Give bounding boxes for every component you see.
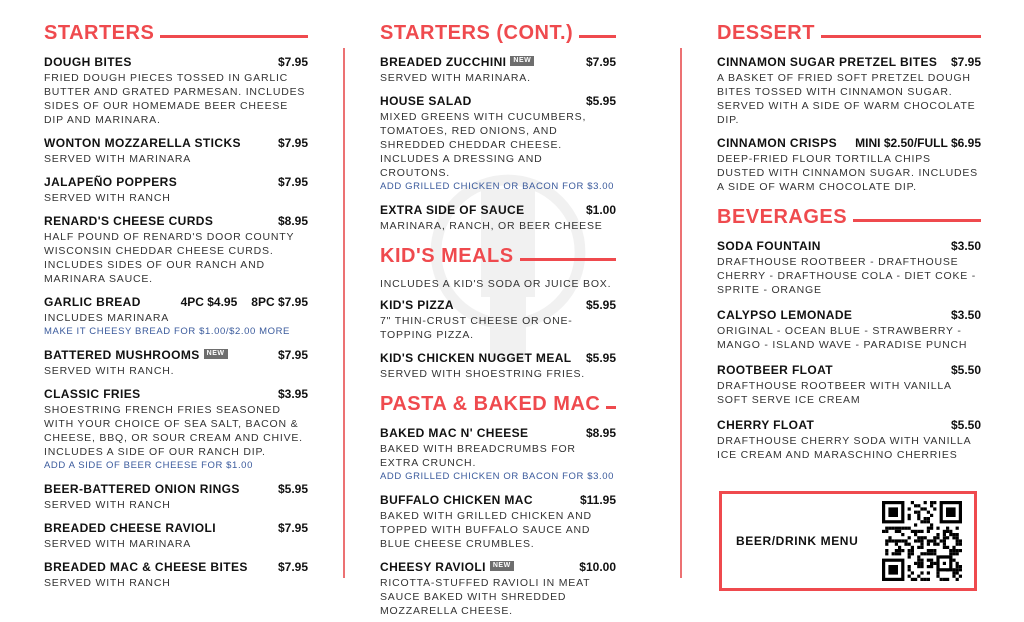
menu-item-description: SHOESTRING FRENCH FRIES SEASONED WITH YOUR CHOICE OF SEA SALT, BACON & CHEESE, BBQ, OR SOUR CREAM AND CHIVE. INCLUDES A SIDE OF OUR RANCH DIP. bbox=[44, 404, 303, 458]
menu-item bbox=[380, 202, 616, 233]
menu-item-header bbox=[44, 386, 308, 403]
menu-item-header bbox=[44, 54, 308, 71]
menu-item-name-text: BREADED MAC & CHEESE BITES bbox=[44, 560, 248, 574]
menu-item bbox=[44, 174, 308, 205]
menu-item-name bbox=[44, 481, 240, 498]
menu-item bbox=[44, 386, 308, 473]
menu-item-header bbox=[380, 350, 616, 367]
qr-code-icon[interactable] bbox=[882, 501, 962, 581]
menu-item-name bbox=[380, 425, 528, 442]
section-header-starters bbox=[44, 18, 308, 48]
menu-item-name-text: EXTRA SIDE OF SAUCE bbox=[380, 203, 525, 217]
section-rule bbox=[579, 35, 616, 38]
section-title: KID'S MEALS bbox=[380, 245, 514, 267]
menu-item-name bbox=[44, 213, 213, 230]
column-middle bbox=[380, 18, 616, 622]
menu-item bbox=[380, 492, 616, 551]
menu-item-price: $8.95 bbox=[277, 214, 308, 228]
menu-item bbox=[380, 350, 616, 381]
menu-item bbox=[44, 347, 308, 378]
menu-item-price-small: 4PC $4.95 bbox=[180, 295, 238, 309]
menu-item-name-text: GARLIC BREAD bbox=[44, 295, 141, 309]
menu-item-name bbox=[717, 54, 937, 71]
menu-item-price: $7.95 bbox=[277, 175, 308, 189]
menu-item-price: $10.00 bbox=[579, 560, 616, 574]
menu-item-header bbox=[44, 135, 308, 152]
menu-item-name-text: BREADED ZUCCHINI bbox=[380, 55, 507, 69]
menu-item-description: MARINARA, RANCH, OR BEER CHEESE bbox=[380, 220, 603, 232]
menu-item-price: $5.95 bbox=[277, 482, 308, 496]
menu-item-name-text: KID'S CHICKEN NUGGET MEAL bbox=[380, 351, 572, 365]
column-divider bbox=[680, 48, 682, 578]
menu-item-price: $7.95 bbox=[585, 55, 616, 69]
menu-item-name-text: CLASSIC FRIES bbox=[44, 387, 141, 401]
menu-item-header bbox=[44, 174, 308, 191]
section-header-dessert bbox=[717, 18, 981, 48]
menu-item-header bbox=[380, 559, 616, 576]
menu-item-name-text: KID'S PIZZA bbox=[380, 298, 454, 312]
kids-note: INCLUDES A KID'S SODA OR JUICE BOX. bbox=[380, 278, 612, 290]
menu-item-price: $5.50 bbox=[950, 418, 981, 432]
menu-item-name bbox=[717, 135, 837, 152]
column-dessert-beverages bbox=[717, 18, 981, 472]
section-rule bbox=[520, 258, 616, 261]
menu-item-header bbox=[44, 347, 308, 364]
menu-item bbox=[380, 54, 616, 85]
menu-item-header bbox=[717, 135, 981, 152]
menu-item-name bbox=[380, 297, 454, 314]
menu-item-header bbox=[44, 294, 308, 311]
menu-item-description: HALF POUND OF RENARD'S DOOR COUNTY WISCONSIN CHEDDAR CHEESE CURDS. INCLUDES SIDES OF OUR RANCH AND MARINARA SAUCE. bbox=[44, 231, 295, 285]
menu-item-description: SERVED WITH SHOESTRING FRIES. bbox=[380, 368, 586, 380]
menu-item-name-text: CALYPSO LEMONADE bbox=[717, 308, 853, 322]
menu-item-price: 8PC $7.95 bbox=[251, 295, 308, 309]
menu-item-name bbox=[44, 347, 228, 364]
column-starters bbox=[44, 18, 308, 598]
menu-item-name-text: BATTERED MUSHROOMS bbox=[44, 348, 200, 362]
menu-item-description: SERVED WITH RANCH bbox=[44, 499, 171, 511]
section-title: STARTERS (CONT.) bbox=[380, 22, 574, 44]
menu-item bbox=[380, 425, 616, 484]
menu-item-description: DEEP-FRIED FLOUR TORTILLA CHIPS DUSTED WITH CINNAMON SUGAR. INCLUDES A SIDE OF WARM CHOCOLATE DIP. bbox=[717, 153, 978, 193]
menu-item bbox=[717, 54, 981, 127]
menu-item-description: INCLUDES MARINARA bbox=[44, 312, 170, 324]
item-list bbox=[44, 54, 308, 590]
menu-item-description: MIXED GREENS WITH CUCUMBERS, TOMATOES, RED ONIONS, AND SHREDDED CHEDDAR CHEESE. INCLUDES A DRESSING AND CROUTONS. bbox=[380, 111, 587, 179]
section-rule bbox=[821, 35, 981, 38]
menu-item-description: BAKED WITH GRILLED CHICKEN AND TOPPED WITH BUFFALO SAUCE AND BLUE CHEESE CRUMBLES. bbox=[380, 510, 592, 550]
menu-item bbox=[44, 520, 308, 551]
section-rule bbox=[853, 219, 981, 222]
menu-item-description: SERVED WITH RANCH bbox=[44, 577, 171, 589]
menu-item-name bbox=[380, 492, 533, 509]
menu-item-name-text: WONTON MOZZARELLA STICKS bbox=[44, 136, 241, 150]
menu-item-header bbox=[717, 307, 981, 324]
menu-item-price: $7.95 bbox=[277, 521, 308, 535]
section-header-pasta bbox=[380, 389, 616, 419]
menu-item-name-text: BREADED CHEESE RAVIOLI bbox=[44, 521, 216, 535]
menu-item-name bbox=[380, 559, 514, 576]
menu-item-price: $5.50 bbox=[950, 363, 981, 377]
menu-item-name-text: CHERRY FLOAT bbox=[717, 418, 815, 432]
menu-item-name-text: ROOTBEER FLOAT bbox=[717, 363, 834, 377]
menu-item-description: BAKED WITH BREADCRUMBS FOR EXTRA CRUNCH. bbox=[380, 443, 576, 469]
menu-item bbox=[380, 93, 616, 194]
menu-item-name bbox=[44, 386, 141, 403]
menu-item bbox=[717, 417, 981, 462]
menu-item-name bbox=[44, 294, 141, 311]
menu-item-price: $5.95 bbox=[585, 351, 616, 365]
new-badge: NEW bbox=[204, 349, 228, 359]
menu-item-price: $7.95 bbox=[277, 348, 308, 362]
menu-item-header bbox=[380, 54, 616, 71]
menu-item-name-text: CINNAMON CRISPS bbox=[717, 136, 838, 150]
menu-item-price: $8.95 bbox=[585, 426, 616, 440]
section-title: BEVERAGES bbox=[717, 206, 848, 228]
menu-item-description: SERVED WITH MARINARA. bbox=[380, 72, 531, 84]
item-list bbox=[380, 425, 616, 618]
menu-item-name-text: JALAPEÑO POPPERS bbox=[44, 175, 178, 189]
menu-item-name bbox=[44, 174, 177, 191]
menu-item-name bbox=[44, 135, 241, 152]
menu-item-description: DRAFTHOUSE ROOTBEER WITH VANILLA SOFT SERVE ICE CREAM bbox=[717, 380, 952, 406]
menu-item-price: $11.95 bbox=[579, 493, 616, 507]
menu-item bbox=[44, 481, 308, 512]
menu-item bbox=[717, 238, 981, 297]
menu-item-price: MINI $2.50/FULL $6.95 bbox=[855, 136, 981, 150]
menu-item-name bbox=[44, 520, 216, 537]
menu-item bbox=[717, 135, 981, 194]
menu-item-description: SERVED WITH MARINARA bbox=[44, 153, 192, 165]
menu-item-description: SERVED WITH RANCH. bbox=[44, 365, 175, 377]
menu-item-name bbox=[717, 417, 814, 434]
menu-item-description: DRAFTHOUSE CHERRY SODA WITH VANILLA ICE CREAM AND MARASCHINO CHERRIES bbox=[717, 435, 971, 461]
menu-item bbox=[44, 135, 308, 166]
menu-item-description: ORIGINAL - OCEAN BLUE - STRAWBERRY - MANGO - ISLAND WAVE - PARADISE PUNCH bbox=[717, 325, 968, 351]
menu-item-header bbox=[380, 297, 616, 314]
menu-item bbox=[44, 294, 308, 339]
menu-item-header bbox=[717, 54, 981, 71]
menu-item-name-text: BAKED MAC N' CHEESE bbox=[380, 426, 529, 440]
section-title: PASTA & BAKED MAC bbox=[380, 393, 601, 415]
menu-item-header bbox=[717, 362, 981, 379]
column-divider bbox=[343, 48, 345, 578]
menu-item-description: FRIED DOUGH PIECES TOSSED IN GARLIC BUTTER AND GRATED PARMESAN. INCLUDES SIDES OF OUR HOMEMADE BEER CHEESE DIP AND MARINARA. bbox=[44, 72, 306, 126]
section-rule bbox=[606, 406, 616, 409]
menu-item-name-text: BUFFALO CHICKEN MAC bbox=[380, 493, 533, 507]
menu-item-description: 7" THIN-CRUST CHEESE OR ONE-TOPPING PIZZA. bbox=[380, 315, 573, 341]
section-header-beverages bbox=[717, 202, 981, 232]
menu-item-price: $7.95 bbox=[950, 55, 981, 69]
menu-item-price: $5.95 bbox=[585, 298, 616, 312]
menu-item-description: RICOTTA-STUFFED RAVIOLI IN MEAT SAUCE BAKED WITH SHREDDED MOZZARELLA CHEESE. bbox=[380, 577, 591, 617]
menu-item-addon: ADD A SIDE OF BEER CHEESE FOR $1.00 bbox=[44, 460, 253, 471]
menu-item-description: A BASKET OF FRIED SOFT PRETZEL DOUGH BITES TOSSED WITH CINNAMON SUGAR. SERVED WITH A SIDE OF WARM CHOCOLATE DIP. bbox=[717, 72, 976, 126]
item-list bbox=[717, 54, 981, 194]
menu-item bbox=[44, 559, 308, 590]
menu-item-price: $5.95 bbox=[585, 94, 616, 108]
menu-item-header bbox=[44, 520, 308, 537]
menu-item-name-text: RENARD'S CHEESE CURDS bbox=[44, 214, 214, 228]
menu-item-name-text: BEER-BATTERED ONION RINGS bbox=[44, 482, 240, 496]
section-header-kids bbox=[380, 241, 616, 271]
menu-item-price: $3.95 bbox=[277, 387, 308, 401]
section-rule bbox=[160, 35, 308, 38]
menu-item-price: $3.50 bbox=[950, 239, 981, 253]
menu-item bbox=[44, 54, 308, 127]
menu-item-name bbox=[380, 54, 534, 71]
new-badge: NEW bbox=[490, 561, 514, 571]
menu-item-addon: ADD GRILLED CHICKEN OR BACON FOR $3.00 bbox=[380, 181, 614, 192]
menu-item-name bbox=[717, 238, 821, 255]
drink-menu-qr-box[interactable] bbox=[719, 491, 977, 591]
menu-item bbox=[380, 297, 616, 342]
menu-item-header bbox=[717, 238, 981, 255]
section-header-starters-cont bbox=[380, 18, 616, 48]
menu-item-name bbox=[44, 559, 248, 576]
section-title: STARTERS bbox=[44, 22, 155, 44]
qr-label: BEER/DRINK MENU bbox=[736, 534, 859, 548]
item-list bbox=[717, 238, 981, 462]
menu-item-name-text: HOUSE SALAD bbox=[380, 94, 472, 108]
menu-item-header bbox=[380, 492, 616, 509]
menu-item-header bbox=[44, 213, 308, 230]
menu-item-name bbox=[380, 93, 472, 110]
new-badge: NEW bbox=[510, 56, 534, 66]
menu-item-price: $7.95 bbox=[277, 55, 308, 69]
menu-item-name bbox=[717, 307, 852, 324]
menu-item-header bbox=[380, 425, 616, 442]
menu-item-price: $3.50 bbox=[950, 308, 981, 322]
menu-item-name-text: CHEESY RAVIOLI bbox=[380, 560, 486, 574]
menu-item-name bbox=[717, 362, 833, 379]
menu-item bbox=[44, 213, 308, 286]
menu-item-header bbox=[44, 481, 308, 498]
menu-item-addon: MAKE IT CHEESY BREAD FOR $1.00/$2.00 MORE bbox=[44, 326, 290, 337]
menu-item-price: $7.95 bbox=[277, 136, 308, 150]
menu-item-name bbox=[380, 350, 572, 367]
menu-item-name bbox=[44, 54, 132, 71]
menu-item-description: SERVED WITH MARINARA bbox=[44, 538, 192, 550]
menu-item-name-text: SODA FOUNTAIN bbox=[717, 239, 821, 253]
menu-item bbox=[380, 559, 616, 618]
section-title: DESSERT bbox=[717, 22, 815, 44]
menu-item bbox=[717, 362, 981, 407]
menu-item-header bbox=[380, 93, 616, 110]
menu-item-description: SERVED WITH RANCH bbox=[44, 192, 171, 204]
menu-item-description: DRAFTHOUSE ROOTBEER - DRAFTHOUSE CHERRY - DRAFTHOUSE COLA - DIET COKE - SPRITE - ORANGE bbox=[717, 256, 977, 296]
menu-item-addon: ADD GRILLED CHICKEN OR BACON FOR $3.00 bbox=[380, 471, 614, 482]
menu-item-price: $7.95 bbox=[277, 560, 308, 574]
menu-item-header bbox=[44, 559, 308, 576]
menu-item-name-text: DOUGH BITES bbox=[44, 55, 132, 69]
menu-item-name bbox=[380, 202, 525, 219]
item-list bbox=[380, 297, 616, 381]
menu-item-header bbox=[380, 202, 616, 219]
item-list bbox=[380, 54, 616, 233]
menu-item-header bbox=[717, 417, 981, 434]
menu-item-name-text: CINNAMON SUGAR PRETZEL BITES bbox=[717, 55, 938, 69]
menu-item-price: $1.00 bbox=[585, 203, 616, 217]
menu-item bbox=[717, 307, 981, 352]
